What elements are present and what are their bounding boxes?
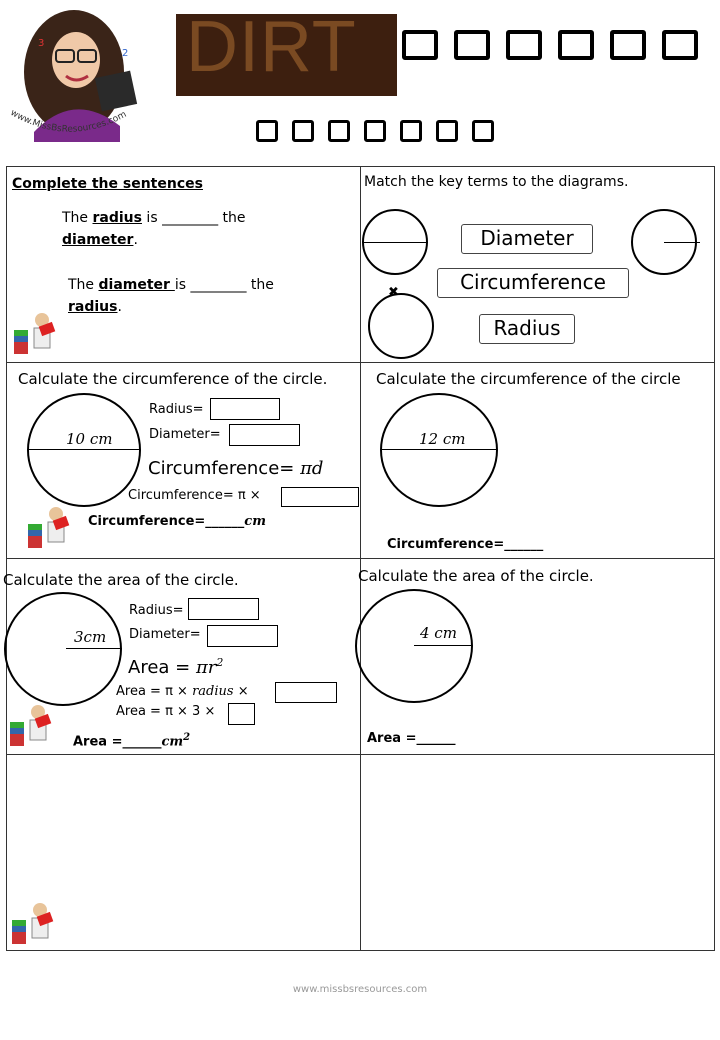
reading-student-icon: [8, 898, 56, 946]
radius-line: [664, 242, 700, 243]
reading-student-icon: [6, 700, 54, 748]
term-radius[interactable]: Radius: [479, 314, 575, 344]
q4-heading: Calculate the circumference of the circle: [376, 370, 681, 388]
q3-circle-label: 10 cm: [66, 430, 113, 448]
cross-mark-icon: ✖: [388, 285, 399, 300]
q2-heading: Match the key terms to the diagrams.: [364, 174, 629, 190]
q4-circle: [380, 393, 498, 507]
reading-student-icon: [24, 502, 72, 550]
q5-radius-input[interactable]: [188, 598, 259, 620]
q4-diameter-line: [381, 449, 497, 450]
cell-blank-right: [360, 754, 715, 951]
q1-heading: Complete the sentences: [12, 176, 203, 192]
q6-circle: [355, 589, 473, 703]
subtitle-glyphs: [256, 118, 506, 148]
q5-answer: Area $=\_\_\_\_\_\_cm^2$: [73, 732, 191, 750]
q5-step-1: Area = π × radius ×: [116, 684, 249, 699]
q3-diameter-input[interactable]: [229, 424, 300, 446]
q3-circle: [27, 393, 141, 507]
page-title: DIRT: [186, 7, 357, 87]
q3-step-input[interactable]: [281, 487, 359, 507]
q3-formula: Circumference= πd: [148, 458, 324, 479]
term-circumference[interactable]: Circumference: [437, 268, 629, 298]
q1-sentence-2: The diameter is ________ the radius.: [68, 277, 274, 315]
q1-sentence-1: The radius is ________ the diameter.: [62, 210, 246, 248]
cell-blank-left: [6, 754, 361, 951]
svg-text:2: 2: [122, 48, 129, 59]
q5-radius-line: [66, 648, 122, 649]
q5-circle-label: 3cm: [74, 628, 107, 646]
svg-text:3: 3: [38, 38, 45, 49]
q5-step-1-input[interactable]: [275, 682, 337, 703]
title-glyphs: [398, 24, 720, 84]
cell-q1: [6, 166, 361, 363]
q6-answer: Area =______: [367, 731, 456, 746]
diagram-circle-circumference: [368, 293, 434, 359]
q3-answer: Circumference=______cm: [88, 514, 266, 529]
q6-circle-label: 4 cm: [420, 624, 457, 642]
q3-diameter-label: Diameter=: [149, 427, 221, 442]
q5-radius-label: Radius=: [129, 603, 184, 618]
q3-radius-input[interactable]: [210, 398, 280, 420]
reading-student-icon: [10, 308, 58, 356]
q5-diameter-label: Diameter=: [129, 627, 201, 642]
logo-url-text: www.MissBsResources.com: [8, 107, 129, 135]
term-diameter[interactable]: Diameter: [461, 224, 593, 254]
diameter-line: [362, 242, 428, 243]
q5-diameter-input[interactable]: [207, 625, 278, 647]
q4-answer: Circumference=______: [387, 537, 544, 552]
q5-step-2: Area = π × 3 ×: [116, 704, 216, 719]
q5-heading: Calculate the area of the circle.: [3, 571, 239, 589]
q5-formula: Area = $\pi r^2$: [128, 656, 224, 678]
q4-circle-label: 12 cm: [419, 430, 466, 448]
teacher-avatar-logo: [4, 2, 154, 150]
q3-step: Circumference= π ×: [128, 488, 261, 503]
q6-heading: Calculate the area of the circle.: [358, 567, 594, 585]
q5-step-2-input[interactable]: [228, 703, 255, 725]
q5-circle: [4, 592, 122, 706]
q3-radius-label: Radius=: [149, 402, 204, 417]
q3-diameter-line: [28, 449, 140, 450]
footer-url: www.missbsresources.com: [292, 984, 428, 995]
q3-heading: Calculate the circumference of the circle.: [18, 370, 328, 388]
q6-radius-line: [414, 645, 472, 646]
